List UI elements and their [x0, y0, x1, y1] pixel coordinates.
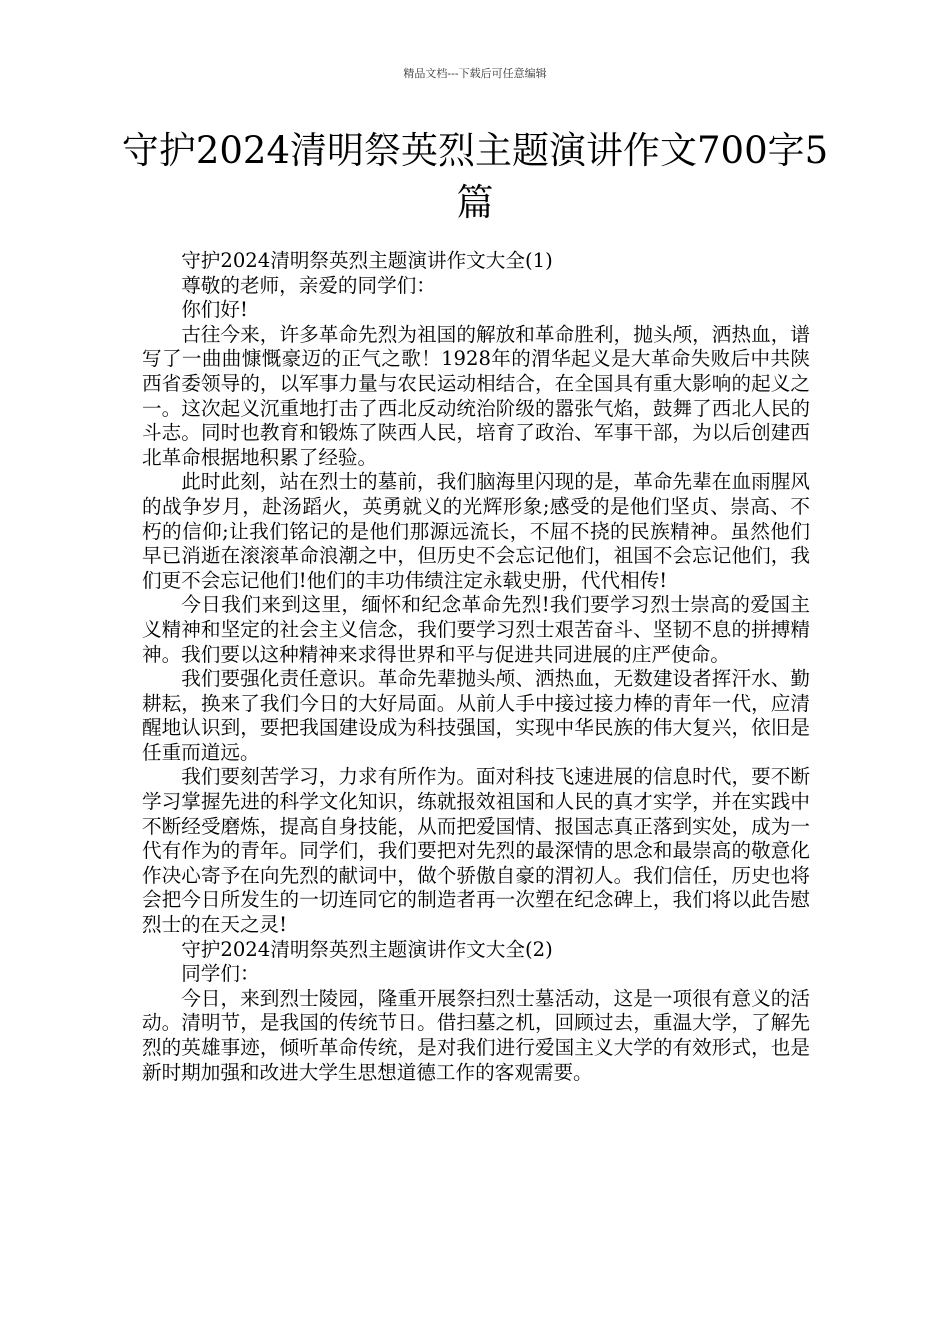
paragraph: 我们要刻苦学习，力求有所作为。面对科技飞速进展的信息时代，要不断学习掌握先进的科学文化知识，练就报效祖国和人民的真才实学，并在实践中不断经受磨炼，提高自身技能，从而把爱国情、报国志真正落到实处，成为一代有作为的青年。同学们，我们要把对先烈的最深情的思念和最崇高的敬意化作决心寄予在向先烈的献词中，做个骄傲自豪的渭初人。我们信任，历史也将会把今日所发生的一切连同它的制造者再一次塑在纪念碑上，我们将以此告慰烈士的在天之灵! [142, 765, 810, 937]
paragraph: 我们要强化责任意识。革命先辈抛头颅、洒热血，无数建设者挥汗水、勤耕耘，换来了我们今日的大好局面。从前人手中接过接力棒的青年一代，应清醒地认识到，要把我国建设成为科技强国，实现中华民族的伟大复兴，依旧是任重而道远。 [142, 667, 810, 764]
header-note: 精品文档---下载后可任意编辑 [403, 67, 547, 80]
paragraph-salutation: 尊敬的老师，亲爱的同学们： [181, 273, 436, 297]
paragraph-section-heading-2: 守护2024清明祭英烈主题演讲作文大全(2) [181, 937, 553, 961]
paragraph-salutation-2: 同学们： [181, 962, 260, 986]
paragraph-section-heading-1: 守护2024清明祭英烈主题演讲作文大全(1) [181, 249, 553, 272]
paragraph: 今日我们来到这里，缅怀和纪念革命先烈!我们要学习烈士崇高的爱国主义精神和坚定的社会主义信念，我们要学习烈士艰苦奋斗、坚韧不息的拼搏精神。我们要以这种精神来求得世界和平与促进共同进展的庄严使命。 [142, 593, 810, 666]
paragraph: 此时此刻，站在烈士的墓前，我们脑海里闪现的是，革命先辈在血雨腥风的战争岁月，赴汤蹈火，英勇就义的光辉形象;感受的是他们坚贞、崇高、不朽的信仰;让我们铭记的是他们那源远流长，不屈不挠的民族精神。虽然他们早已消逝在滚滚革命浪潮之中，但历史不会忘记他们，祖国不会忘记他们，我们更不会忘记他们!他们的丰功伟绩注定永载史册，代代相传! [142, 470, 810, 592]
document-body [142, 249, 810, 1085]
document-title: 守护2024清明祭英烈主题演讲作文700字5篇 [121, 129, 829, 224]
paragraph-greeting: 你们好! [181, 298, 248, 322]
paragraph: 今日，来到烈士陵园，隆重开展祭扫烈士墓活动，这是一项很有意义的活动。清明节，是我国的传统节日。借扫墓之机，回顾过去，重温大学，了解先烈的英雄事迹，倾听革命传统，是对我们进行爱国主义大学的有效形式，也是新时期加强和改进大学生思想道德工作的客观需要。 [142, 986, 810, 1084]
paragraph: 古往今来，许多革命先烈为祖国的解放和革命胜利，抛头颅，洒热血，谱写了一曲曲慷慨豪迈的正气之歌！1928年的渭华起义是大革命失败后中共陕西省委领导的，以军事力量与农民运动相结合，在全国具有重大影响的起义之一。这次起义沉重地打击了西北反动统治阶级的嚣张气焰，鼓舞了西北人民的斗志。同时也教育和锻炼了陕西人民，培育了政治、军事干部，为以后创建西北革命根据地积累了经验。 [142, 322, 810, 469]
